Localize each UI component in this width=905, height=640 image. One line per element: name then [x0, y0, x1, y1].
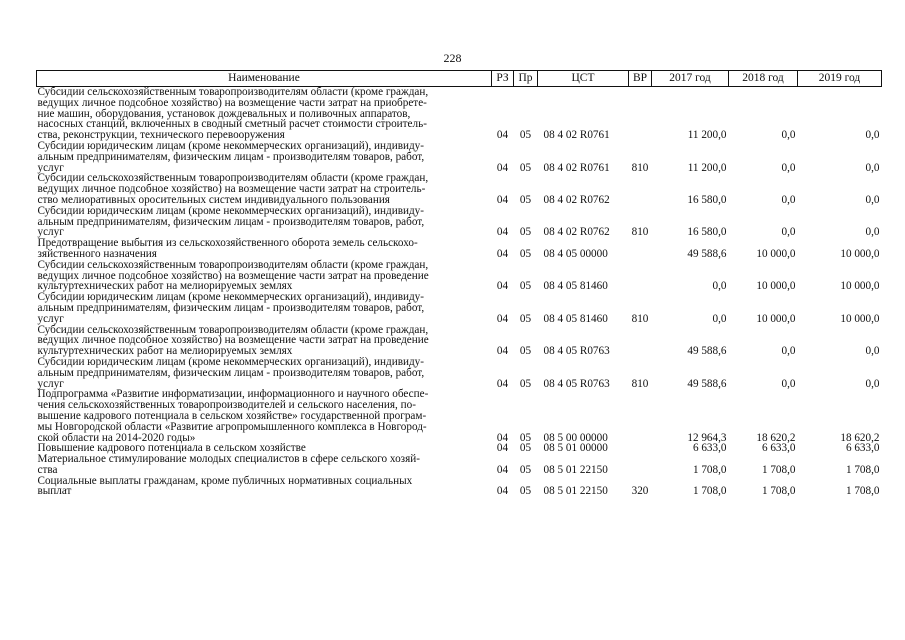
- row-rz: 04: [496, 129, 509, 142]
- row-value-2018: 0,0: [781, 226, 796, 239]
- row-cst: 08 4 05 00000: [543, 247, 608, 260]
- row-name: [37, 454, 492, 476]
- row-rz: 04: [496, 345, 509, 358]
- header-cst: ЦСТ: [538, 71, 629, 87]
- row-vr: [629, 87, 652, 141]
- row-name-line: альным предпринимателям, физическим лицам - производителям товаров, работ,: [37, 366, 425, 379]
- table-row: [37, 141, 882, 173]
- row-name-line: Предотвращение выбытия из сельскохозяйственного оборота земель сельскохо-: [37, 237, 418, 250]
- row-vr: [629, 389, 652, 443]
- row-value-2017: 49 588,6: [687, 345, 727, 358]
- row-vr: [629, 173, 652, 205]
- row-value-2018: 1 708,0: [761, 485, 796, 498]
- table-row: [37, 454, 882, 476]
- row-rz: 04: [496, 226, 509, 239]
- row-vr: [629, 238, 652, 260]
- table-row: [37, 357, 882, 389]
- row-name: [37, 292, 492, 324]
- row-pr: 05: [519, 129, 532, 142]
- table-row: [37, 389, 882, 443]
- row-rz: 04: [496, 312, 509, 325]
- row-vr: [629, 325, 652, 357]
- row-vr: 810: [631, 377, 649, 390]
- row-value-2019: 0,0: [865, 226, 880, 239]
- row-cst: 08 4 05 R0763: [543, 377, 610, 390]
- row-cst: 08 4 02 R0762: [543, 226, 610, 239]
- table-row: [37, 476, 882, 498]
- page-number: 228: [443, 51, 462, 65]
- row-value-2019: 0,0: [865, 345, 880, 358]
- row-value-2019: 1 708,0: [845, 485, 880, 498]
- row-name-line: альным предпринимателям, физическим лицам - производителям товаров, работ,: [37, 215, 425, 228]
- row-value-2018: 10 000,0: [756, 247, 796, 260]
- row-cst: 08 5 00 00000: [543, 431, 608, 444]
- row-name: [37, 389, 492, 443]
- row-name-line: услуг: [37, 377, 64, 390]
- row-value-2017: 1 708,0: [692, 463, 727, 476]
- row-name-line: Субсидии сельскохозяйственным товаропроизводителям области (кроме граждан,: [37, 258, 429, 271]
- row-name-line: Социальные выплаты гражданам, кроме публичных нормативных социальных: [37, 474, 413, 487]
- row-value-2019: 1 708,0: [845, 463, 880, 476]
- row-rz: 04: [496, 161, 509, 174]
- row-vr: 810: [631, 312, 649, 325]
- header-name: Наименование: [37, 71, 492, 87]
- row-name-line: услуг: [37, 312, 64, 325]
- row-vr: 810: [631, 226, 649, 239]
- row-rz: 04: [496, 377, 509, 390]
- row-value-2019: 10 000,0: [840, 280, 880, 293]
- row-name: [37, 260, 492, 292]
- row-value-2017: 49 588,6: [687, 377, 727, 390]
- row-name-line: выплат: [37, 485, 72, 498]
- row-rz: 04: [496, 442, 509, 455]
- row-cst: 08 4 02 R0761: [543, 161, 610, 174]
- row-value-2019: 6 633,0: [845, 442, 880, 455]
- row-name-line: ведущих личное подсобное хозяйство) на возмещение части затрат на проведение: [37, 334, 429, 347]
- row-value-2017: 0,0: [712, 312, 727, 325]
- row-name-line: Субсидии юридическим лицам (кроме некоммерческих организаций), индивиду-: [37, 291, 424, 304]
- row-value-2019: 0,0: [865, 377, 880, 390]
- table-header-row: [37, 71, 882, 87]
- header-vr: ВР: [629, 71, 652, 87]
- row-value-2019: 10 000,0: [840, 312, 880, 325]
- row-name-line: услуг: [37, 226, 64, 239]
- row-name-line: ства: [37, 463, 58, 476]
- row-name: [37, 238, 492, 260]
- header-2018: 2018 год: [729, 71, 798, 87]
- row-rz: 04: [496, 431, 509, 444]
- row-name: [37, 87, 492, 141]
- row-name-line: ства, реконструкции, технического перевооружения: [37, 129, 285, 142]
- row-value-2017: 11 200,0: [687, 161, 727, 174]
- row-pr: 05: [519, 485, 532, 498]
- row-name-line: альным предпринимателям, физическим лицам - производителям товаров, работ,: [37, 301, 425, 314]
- row-pr: 05: [519, 463, 532, 476]
- row-name-line: ние машин, оборудования, установок дождевальных и поливочных аппаратов,: [37, 107, 411, 120]
- row-name-line: Повышение кадрового потенциала в сельском хозяйстве: [37, 442, 306, 455]
- row-vr: [629, 443, 652, 454]
- row-value-2018: 18 620,2: [756, 431, 796, 444]
- table-row: [37, 325, 882, 357]
- row-name: [37, 173, 492, 205]
- row-value-2018: 10 000,0: [756, 312, 796, 325]
- row-vr: 810: [631, 161, 649, 174]
- row-name-line: Субсидии юридическим лицам (кроме некоммерческих организаций), индивиду-: [37, 204, 424, 217]
- row-value-2018: 1 708,0: [761, 463, 796, 476]
- row-cst: 08 5 01 00000: [543, 442, 608, 455]
- row-name-line: альным предпринимателям, физическим лицам - производителям товаров, работ,: [37, 150, 425, 163]
- row-rz: 04: [496, 193, 509, 206]
- row-name-line: Субсидии юридическим лицам (кроме некоммерческих организаций), индивиду-: [37, 139, 424, 152]
- table-row: [37, 238, 882, 260]
- row-value-2019: 18 620,2: [840, 431, 880, 444]
- row-vr: 320: [631, 485, 649, 498]
- row-name-line: насосных станций, включенных в сводный сметный расчет стоимости строитель-: [37, 118, 427, 131]
- row-name-line: культуртехнических работ на мелиорируемых землях: [37, 345, 293, 358]
- row-value-2017: 49 588,6: [687, 247, 727, 260]
- row-rz: 04: [496, 280, 509, 293]
- row-name-line: чения сельскохозяйственных товаропроизводителей и сельского населения, по-: [37, 399, 416, 412]
- row-pr: 05: [519, 161, 532, 174]
- row-name-line: зяйственного назначения: [37, 247, 157, 260]
- header-rz: РЗ: [492, 71, 514, 87]
- row-rz: 04: [496, 463, 509, 476]
- row-cst: 08 4 02 R0761: [543, 129, 610, 142]
- row-name-line: ство мелиоративных оросительных систем индивидуального пользования: [37, 193, 390, 206]
- row-name-line: ведущих личное подсобное хозяйство) на возмещение части затрат на проведение: [37, 269, 429, 282]
- row-name-line: Субсидии юридическим лицам (кроме некоммерческих организаций), индивиду-: [37, 355, 424, 368]
- budget-table: [36, 70, 882, 497]
- row-cst: 08 4 05 81460: [543, 312, 608, 325]
- row-name-line: ведущих личное подсобное хозяйство) на возмещение части затрат на приобрете-: [37, 96, 427, 109]
- row-name-line: ведущих личное подсобное хозяйство) на возмещение части затрат на строитель-: [37, 183, 426, 196]
- row-cst: 08 5 01 22150: [543, 463, 608, 476]
- row-value-2018: 6 633,0: [761, 442, 796, 455]
- row-value-2017: 11 200,0: [687, 129, 727, 142]
- row-value-2019: 10 000,0: [840, 247, 880, 260]
- row-name-line: Субсидии сельскохозяйственным товаропроизводителям области (кроме граждан,: [37, 86, 429, 98]
- row-name-line: услуг: [37, 161, 64, 174]
- row-value-2019: 0,0: [865, 161, 880, 174]
- row-value-2018: 0,0: [781, 345, 796, 358]
- row-name: [37, 325, 492, 357]
- row-pr: 05: [519, 442, 532, 455]
- row-cst: 08 4 05 R0763: [543, 345, 610, 358]
- row-value-2019: 0,0: [865, 193, 880, 206]
- row-value-2018: 0,0: [781, 161, 796, 174]
- table-row: [37, 206, 882, 238]
- row-name-line: Субсидии сельскохозяйственным товаропроизводителям области (кроме граждан,: [37, 323, 429, 336]
- row-value-2019: 0,0: [865, 129, 880, 142]
- row-vr: [629, 260, 652, 292]
- row-pr: 05: [519, 312, 532, 325]
- table-row: [37, 292, 882, 324]
- row-value-2018: 10 000,0: [756, 280, 796, 293]
- row-name: [37, 476, 492, 498]
- row-value-2017: 0,0: [712, 280, 727, 293]
- header-2017: 2017 год: [652, 71, 729, 87]
- table-row: [37, 173, 882, 205]
- row-name-line: Материальное стимулирование молодых специалистов в сфере сельского хозяй-: [37, 453, 420, 466]
- row-value-2018: 0,0: [781, 129, 796, 142]
- row-value-2018: 0,0: [781, 377, 796, 390]
- row-pr: 05: [519, 226, 532, 239]
- row-cst: 08 5 01 22150: [543, 485, 608, 498]
- row-name-line: Подпрограмма «Развитие информатизации, информационного и научного обеспе-: [37, 388, 429, 401]
- row-rz: 04: [496, 247, 509, 260]
- header-pr: Пр: [514, 71, 538, 87]
- row-name: [37, 357, 492, 389]
- table-row: [37, 260, 882, 292]
- row-name-line: вышение кадрового потенциала в сельском хозяйстве» государственной програм-: [37, 409, 427, 422]
- row-name-line: Субсидии сельскохозяйственным товаропроизводителям области (кроме граждан,: [37, 172, 429, 185]
- row-name: [37, 206, 492, 238]
- row-name-line: ской области на 2014-2020 годы»: [37, 431, 196, 444]
- row-value-2017: 16 580,0: [687, 226, 727, 239]
- row-rz: 04: [496, 485, 509, 498]
- row-value-2018: 0,0: [781, 193, 796, 206]
- row-value-2017: 12 964,3: [687, 431, 727, 444]
- row-pr: 05: [519, 193, 532, 206]
- row-pr: 05: [519, 247, 532, 260]
- header-2019: 2019 год: [798, 71, 882, 87]
- row-name: [37, 141, 492, 173]
- row-value-2017: 1 708,0: [692, 485, 727, 498]
- row-value-2017: 6 633,0: [692, 442, 727, 455]
- row-pr: 05: [519, 431, 532, 444]
- row-value-2017: 16 580,0: [687, 193, 727, 206]
- row-name-line: мы Новгородской области «Развитие агропромышленного комплекса в Новгород-: [37, 420, 427, 433]
- row-pr: 05: [519, 345, 532, 358]
- row-vr: [629, 454, 652, 476]
- row-cst: 08 4 05 81460: [543, 280, 608, 293]
- row-cst: 08 4 02 R0762: [543, 193, 610, 206]
- row-name-line: культуртехнических работ на мелиорируемых землях: [37, 280, 293, 293]
- table-body: [37, 87, 882, 498]
- row-pr: 05: [519, 280, 532, 293]
- table-row: [37, 87, 882, 141]
- row-pr: 05: [519, 377, 532, 390]
